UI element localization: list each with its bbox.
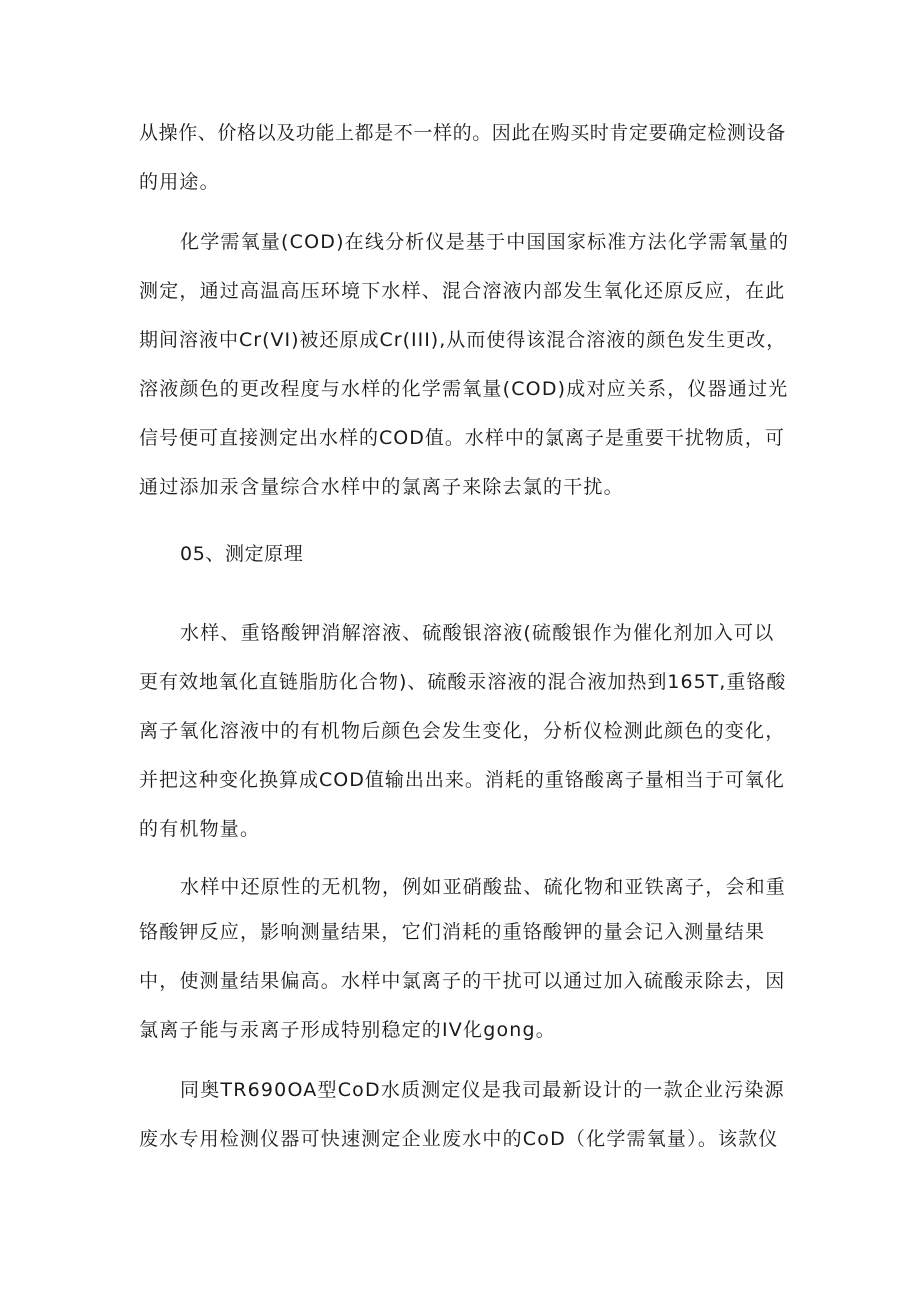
paragraph-line: 水样、重铬酸钾消解溶液、硫酸银溶液(硫酸银作为催化剂加入可以 <box>180 622 775 644</box>
paragraph-line: 的用途。 <box>139 171 220 193</box>
paragraph-line: 氯离子能与汞离子形成特别稳定的IV化gong。 <box>139 1019 556 1041</box>
paragraph-line: 并把这种变化换算成COD值输出出来。消耗的重铬酸离子量相当于可氧化 <box>139 769 785 791</box>
paragraph-line: 同奥TR690OA型CoD水质测定仪是我司最新设计的一款企业污染源 <box>180 1079 785 1101</box>
paragraph-line: 化学需氧量(COD)在线分析仪是基于中国国家标准方法化学需氧量的 <box>180 231 790 253</box>
paragraph-line: 溶液颜色的更改程度与水样的化学需氧量(COD)成对应关系，仪器通过光 <box>139 378 789 400</box>
paragraph-line: 的有机物量。 <box>139 818 261 840</box>
paragraph-line: 测定，通过高温高压环境下水样、混合溶液内部发生氧化还原反应，在此 <box>139 280 786 302</box>
paragraph-line: 期间溶液中Cr(VI)被还原成Cr(III),从而使得该混合溶液的颜色发生更改， <box>139 329 787 351</box>
paragraph-line: 信号便可直接测定出水样的COD值。水样中的氯离子是重要干扰物质，可 <box>139 427 785 449</box>
paragraph-line: 废水专用检测仪器可快速测定企业废水中的CoD（化学需氧量）。该款仪 <box>139 1128 779 1150</box>
paragraph-line: 水样中还原性的无机物，例如亚硝酸盐、硫化物和亚铁离子，会和重 <box>180 876 787 898</box>
paragraph-line: 离子氧化溶液中的有机物后颜色会发生变化，分析仪检测此颜色的变化， <box>139 720 786 742</box>
section-heading: 05、测定原理 <box>180 543 304 565</box>
paragraph-line: 铬酸钾反应，影响测量结果，它们消耗的重铬酸钾的量会记入测量结果 <box>139 921 766 943</box>
paragraph-line: 从操作、价格以及功能上都是不一样的。因此在购买时肯定要确定检测设备 <box>139 122 786 144</box>
paragraph-line: 通过添加汞含量综合水样中的氯离子来除去氯的干扰。 <box>139 476 624 498</box>
paragraph-line: 更有效地氧化直链脂肪化合物)、硫酸汞溶液的混合液加热到165T,重铬酸 <box>139 671 787 693</box>
paragraph-line: 中，使测量结果偏高。水样中氯离子的干扰可以通过加入硫酸汞除去，因 <box>139 970 786 992</box>
